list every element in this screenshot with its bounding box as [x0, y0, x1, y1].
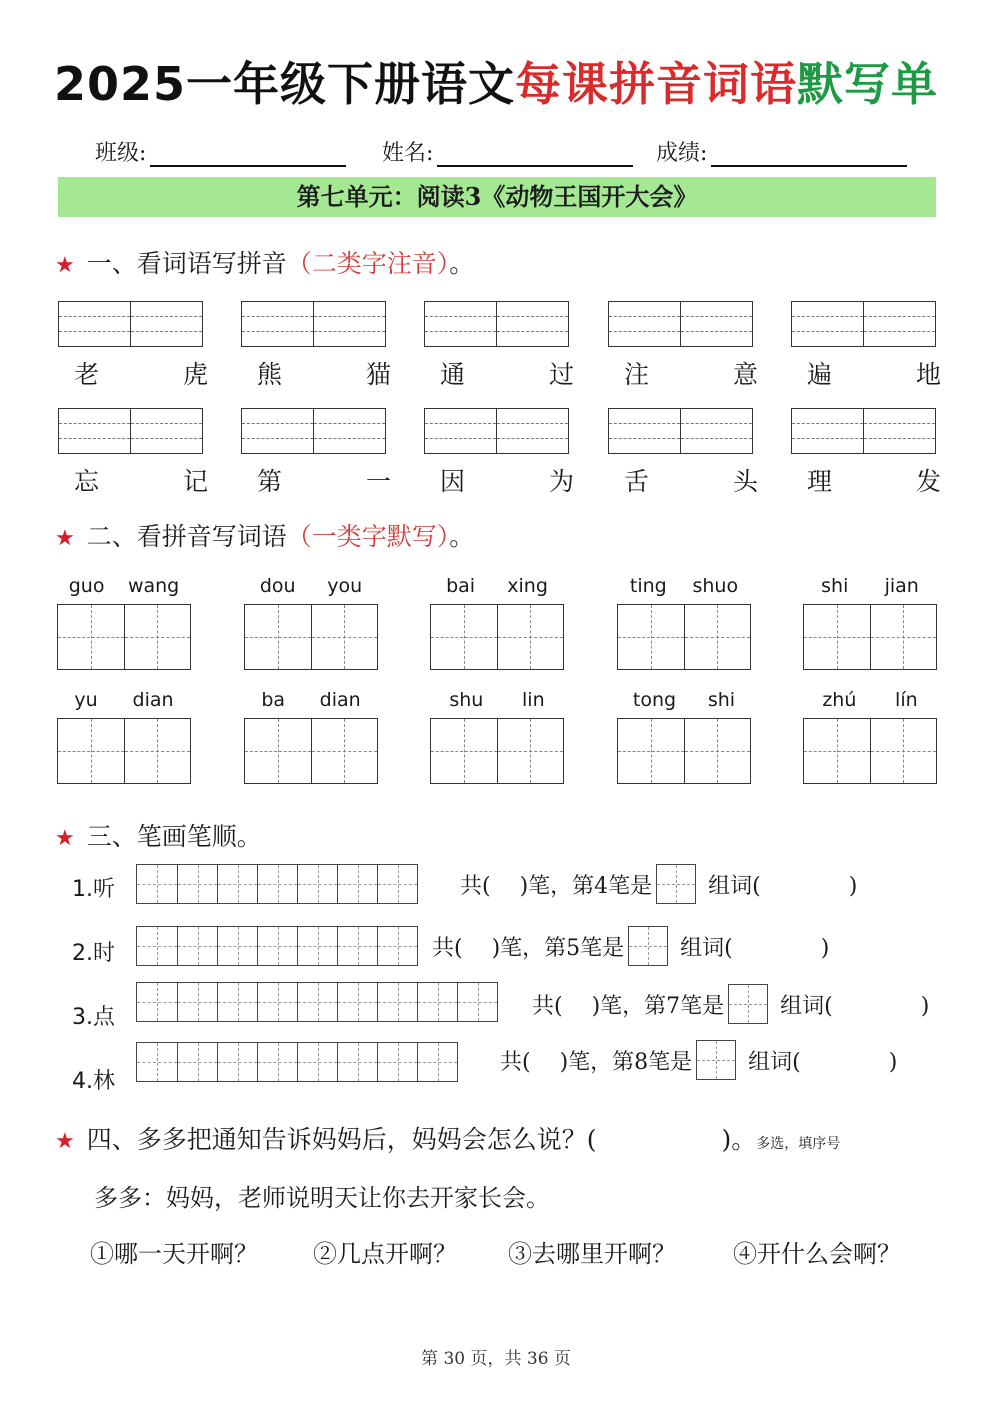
writing-grid[interactable]: [803, 718, 937, 784]
page-title: [0, 48, 992, 114]
writing-grid[interactable]: [57, 604, 191, 670]
score-blank[interactable]: [711, 141, 907, 167]
section-3-heading: [55, 817, 262, 853]
stroke-count-text: 共( )笔，第8笔是: [500, 1049, 693, 1075]
page-footer: 第 30 页，共 36 页: [421, 1349, 571, 1369]
section-4-note: 多选，填序号: [756, 1136, 841, 1152]
word-group-text: 组词( ): [680, 935, 830, 961]
stroke-question: [532, 984, 929, 1024]
writing-grid[interactable]: [617, 718, 751, 784]
class-field[interactable]: [95, 136, 346, 167]
word: 忘 记: [74, 467, 208, 496]
star-icon: ★: [55, 253, 75, 278]
score-field[interactable]: [656, 136, 907, 167]
word: 注 意: [624, 360, 758, 389]
pinyin-box[interactable]: [241, 301, 386, 347]
stroke-item-label: 1.听: [72, 877, 115, 902]
writing-grid[interactable]: [430, 718, 564, 784]
star-icon: ★: [55, 1129, 75, 1154]
class-label: 班级:: [95, 141, 147, 166]
writing-grid[interactable]: [244, 718, 378, 784]
stroke-answer-box[interactable]: [696, 1040, 736, 1080]
pinyin-label: shu lin: [449, 689, 545, 711]
word: 理 发: [807, 467, 941, 496]
stroke-question: [460, 864, 857, 904]
pinyin-box[interactable]: [791, 408, 936, 454]
stroke-question: [500, 1040, 897, 1080]
section-2-end: 。: [449, 522, 475, 551]
pinyin-box[interactable]: [608, 301, 753, 347]
name-label: 姓名:: [382, 141, 434, 166]
stroke-answer-box[interactable]: [656, 864, 696, 904]
pinyin-label: ba dian: [261, 689, 361, 711]
word: 舌 头: [624, 467, 758, 496]
writing-grid[interactable]: [803, 604, 937, 670]
stroke-count-text: 共( )笔，第4笔是: [460, 873, 653, 899]
stroke-answer-box[interactable]: [628, 926, 668, 966]
section-4-heading: [55, 1120, 840, 1156]
writing-grid[interactable]: [430, 604, 564, 670]
word: 遍 地: [807, 360, 941, 389]
pinyin-box[interactable]: [424, 408, 569, 454]
section-1-end: 。: [449, 249, 475, 278]
name-blank[interactable]: [437, 141, 633, 167]
stroke-order-grid[interactable]: [136, 864, 418, 904]
section-1-heading: [55, 244, 474, 280]
stroke-item-label: 3.点: [72, 1005, 115, 1030]
option-3[interactable]: ③去哪里开啊？: [508, 1240, 676, 1268]
section-2-heading: [55, 517, 474, 553]
word: 熊 猫: [257, 360, 391, 389]
stroke-count-text: 共( )笔，第5笔是: [432, 935, 625, 961]
word: 老 虎: [74, 360, 208, 389]
star-icon: ★: [55, 826, 75, 851]
pinyin-label: yu dian: [74, 689, 174, 711]
word-group-text: 组词( ): [780, 993, 930, 1019]
pinyin-label: shi jian: [821, 575, 919, 597]
stroke-answer-box[interactable]: [728, 984, 768, 1024]
section-4-title: 四、多多把通知告诉妈妈后，妈妈会怎么说？( )。: [86, 1125, 757, 1154]
option-2[interactable]: ②几点开啊？: [313, 1240, 457, 1268]
title-part-2: 每课拼音词语: [515, 57, 798, 111]
class-blank[interactable]: [150, 141, 346, 167]
pinyin-box[interactable]: [424, 301, 569, 347]
word-group-text: 组词( ): [748, 1049, 898, 1075]
stroke-order-grid[interactable]: [136, 1042, 458, 1082]
stroke-order-grid[interactable]: [136, 982, 498, 1022]
dialogue-text: 多多：妈妈，老师说明天让你去开家长会。: [94, 1184, 550, 1212]
pinyin-box[interactable]: [241, 408, 386, 454]
pinyin-box[interactable]: [608, 408, 753, 454]
star-icon: ★: [55, 526, 75, 551]
word: 第 一: [257, 467, 391, 496]
pinyin-box[interactable]: [58, 408, 203, 454]
stroke-count-text: 共( )笔，第7笔是: [532, 993, 725, 1019]
word: 通 过: [440, 360, 574, 389]
pinyin-label: ting shuo: [629, 575, 739, 597]
writing-grid[interactable]: [57, 718, 191, 784]
stroke-question: [432, 926, 829, 966]
option-1[interactable]: ①哪一天开啊？: [90, 1240, 258, 1268]
title-part-3: 默写单: [797, 57, 939, 111]
pinyin-box[interactable]: [791, 301, 936, 347]
stroke-order-grid[interactable]: [136, 926, 418, 966]
word: 因 为: [440, 467, 574, 496]
pinyin-label: guo wang: [68, 575, 180, 597]
pinyin-label: bai xing: [446, 575, 548, 597]
stroke-item-label: 2.时: [72, 941, 115, 966]
unit-banner: 第七单元：阅读3《动物王国开大会》: [58, 177, 936, 217]
pinyin-label: dou you: [259, 575, 363, 597]
section-1-title: 一、看词语写拼音: [86, 249, 287, 278]
word-group-text: 组词( ): [708, 873, 858, 899]
section-1-note: （二类字注音）: [286, 249, 450, 278]
pinyin-label: zhú lín: [822, 689, 918, 711]
writing-grid[interactable]: [244, 604, 378, 670]
section-3-title: 三、笔画笔顺。: [86, 822, 262, 851]
writing-grid[interactable]: [617, 604, 751, 670]
option-4[interactable]: ④开什么会啊？: [733, 1240, 901, 1268]
pinyin-box[interactable]: [58, 301, 203, 347]
stroke-item-label: 4.林: [72, 1069, 115, 1094]
score-label: 成绩:: [656, 141, 708, 166]
pinyin-label: tong shi: [632, 689, 736, 711]
section-2-note: （一类字默写）: [286, 522, 450, 551]
section-2-title: 二、看拼音写词语: [86, 522, 287, 551]
name-field[interactable]: [382, 136, 633, 167]
title-part-1: 2025一年级下册语文: [53, 57, 516, 111]
